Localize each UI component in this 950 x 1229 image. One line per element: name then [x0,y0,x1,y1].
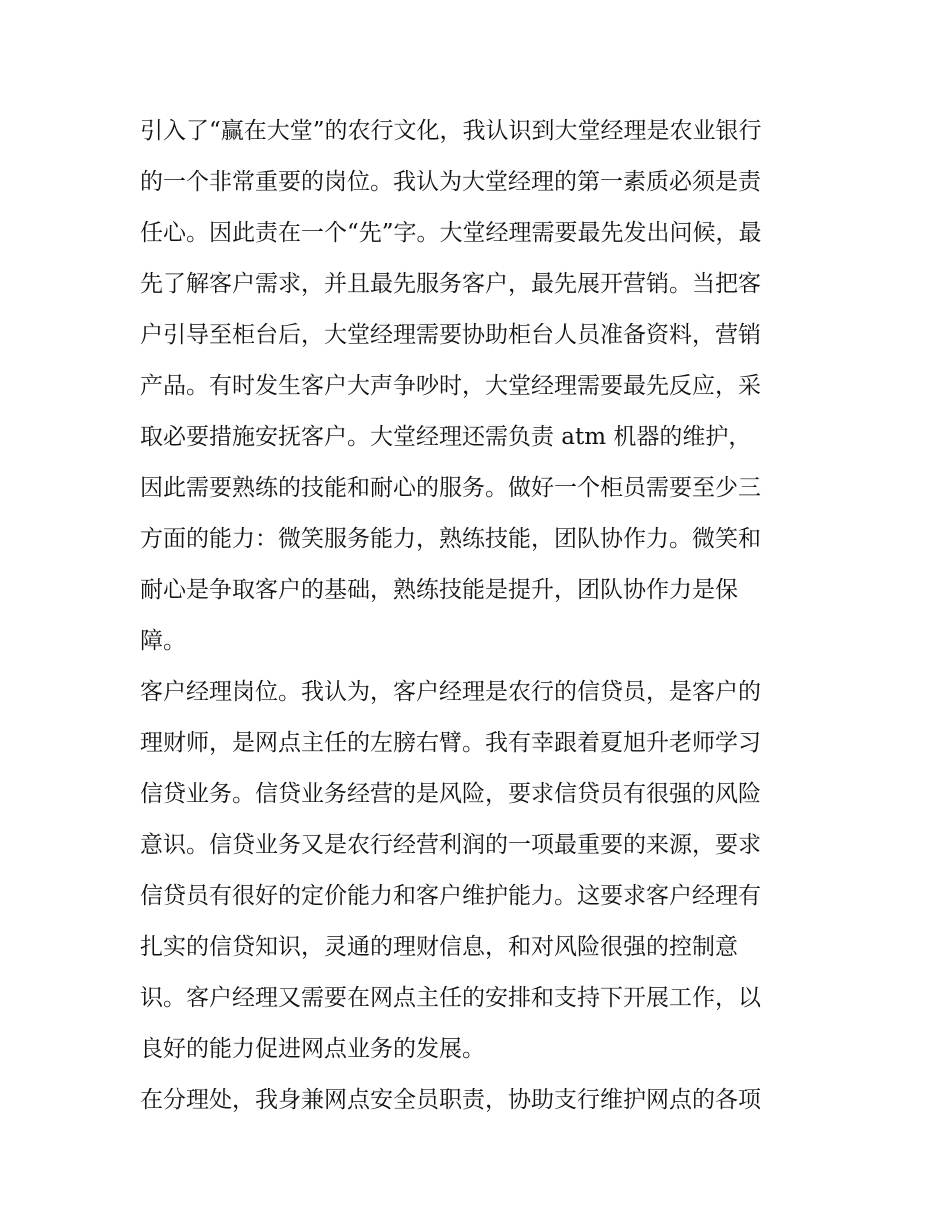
text-line: 任心。因此责在一个“先”字。大堂经理需要最先发出问候，最 [140,220,762,246]
text-line: 信贷员有很好的定价能力和客户维护能力。这要求客户经理有 [140,883,761,909]
text-line: 意识。信贷业务又是农行经营利润的一项最重要的来源，要求 [140,832,761,858]
text-line: 耐心是争取客户的基础，熟练技能是提升，团队协作力是保 [140,577,738,603]
text-line: 的一个非常重要的岗位。我认为大堂经理的第一素质必须是责 [140,169,761,195]
document-body-text [140,106,820,1126]
text-line: 识。客户经理又需要在网点主任的安排和支持下开展工作，以 [140,985,761,1011]
text-line: 障。 [140,628,186,654]
text-line: 信贷业务。信贷业务经营的是风险，要求信贷员有很强的风险 [140,781,761,807]
text-line: 取必要措施安抚客户。大堂经理还需负责 atm 机器的维护， [140,424,752,450]
text-line: 户引导至柜台后，大堂经理需要协助柜台人员准备资料，营销 [140,322,761,348]
text-line: 因此需要熟练的技能和耐心的服务。做好一个柜员需要至少三 [140,475,761,501]
text-line: 良好的能力促进网点业务的发展。 [140,1036,485,1062]
text-line: 先了解客户需求，并且最先服务客户，最先展开营销。当把客 [140,271,761,297]
text-line: 引入了“赢在大堂”的农行文化，我认识到大堂经理是农业银行 [140,118,762,144]
text-line: 扎实的信贷知识，灵通的理财信息，和对风险很强的控制意 [140,934,738,960]
text-line: 在分理处，我身兼网点安全员职责，协助支行维护网点的各项 [140,1087,761,1113]
text-line: 客户经理岗位。我认为，客户经理是农行的信贷员，是客户的 [140,679,761,705]
text-line: 方面的能力：微笑服务能力，熟练技能，团队协作力。微笑和 [140,526,761,552]
text-line: 产品。有时发生客户大声争吵时，大堂经理需要最先反应，采 [140,373,761,399]
text-line: 理财师，是网点主任的左膀右臂。我有幸跟着夏旭升老师学习 [140,730,761,756]
